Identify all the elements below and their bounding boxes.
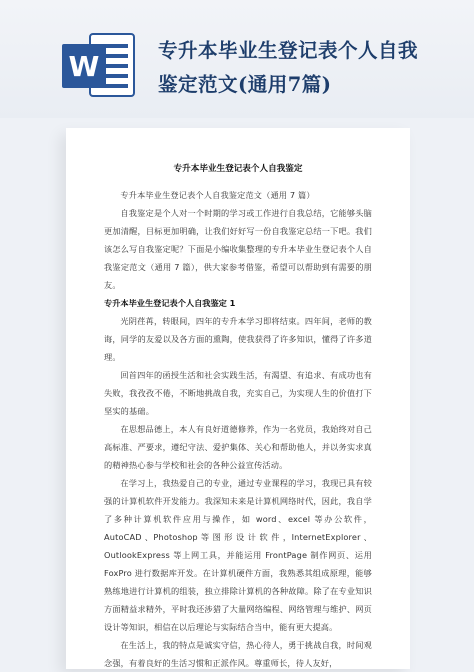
section-heading: 专升本毕业生登记表个人自我鉴定 1 bbox=[104, 298, 236, 308]
document-subtitle: 专升本毕业生登记表个人自我鉴定范文（通用 7 篇） bbox=[120, 190, 315, 200]
document-page bbox=[66, 128, 410, 669]
body-paragraph: 在思想品德上，本人有良好道德修养，作为一名党员，我始终对自己高标准、严要求，遵纪守法、爱护集体、关心和帮助他人，并以务实求真的精神热心参与学校和社会的各种公益宣传活动。 bbox=[104, 424, 372, 470]
word-document-icon bbox=[60, 30, 138, 100]
header-banner bbox=[0, 0, 474, 118]
document-heading: 专升本毕业生登记表个人自我鉴定 bbox=[173, 164, 303, 174]
body-paragraph: 在学习上，我热爱自己的专业，通过专业课程的学习，我现已具有较强的计算机软件开发能力。我深知未来是计算机网络时代，因此，我自学了多种计算机软件应用与操作，如 word、excel 等办公软件，AutoCAD 、Photoshop 等 图 形 设 计 软 件 ，InternetExplorer 、OutlookExpress 等上网工具，并能运用 FrontPage 制作网页、运用 FoxPro 进行数据库开发。在计算机硬件方面，我熟悉其组成原理，能够熟练地进行计算机的组装，独立排除计算机的各种故障。除了在专业知识方面精益求精外，平时我还涉猎了大量网络编程、网络管理与维护、网页设计等知识，相信在以后理论与实际结合当中，能有更大提高。 bbox=[104, 478, 372, 632]
body-paragraph: 回首四年的函授生活和社会实践生活，有渴望、有追求、有成功也有失败，我孜孜不倦，不断地挑战自我，充实自己，为实现人生的价值打下坚实的基础。 bbox=[104, 370, 372, 416]
body-paragraph: 光阴荏苒，转眼间，四年的专升本学习即将结束。四年间，老师的教诲，同学的友爱以及各方面的熏陶，使我获得了许多知识，懂得了许多道理。 bbox=[104, 316, 372, 362]
title-line-2: 鉴定范文(通用7篇) bbox=[158, 73, 332, 96]
document-body bbox=[104, 160, 372, 672]
title-line-1: 专升本毕业生登记表个人自我 bbox=[158, 39, 419, 62]
body-paragraph: 在生活上，我的特点是诚实守信，热心待人，勇于挑战自我，时间观念强，有着良好的生活习惯和正派作风。尊重师长，待人友好， bbox=[104, 640, 372, 668]
intro-paragraph: 自我鉴定是个人对一个时期的学习或工作进行自我总结，它能够头脑更加清醒，目标更加明确，让我们好好写一份自我鉴定总结一下吧。我们该怎么写自我鉴定呢？下面是小编收集整理的专升本毕业生登记表个人自我鉴定范文（通用 7 篇），供大家参考借鉴，希望可以帮助到有需要的朋友。 bbox=[104, 208, 372, 290]
page-title bbox=[158, 34, 458, 102]
word-icon-letter: W bbox=[68, 50, 100, 83]
